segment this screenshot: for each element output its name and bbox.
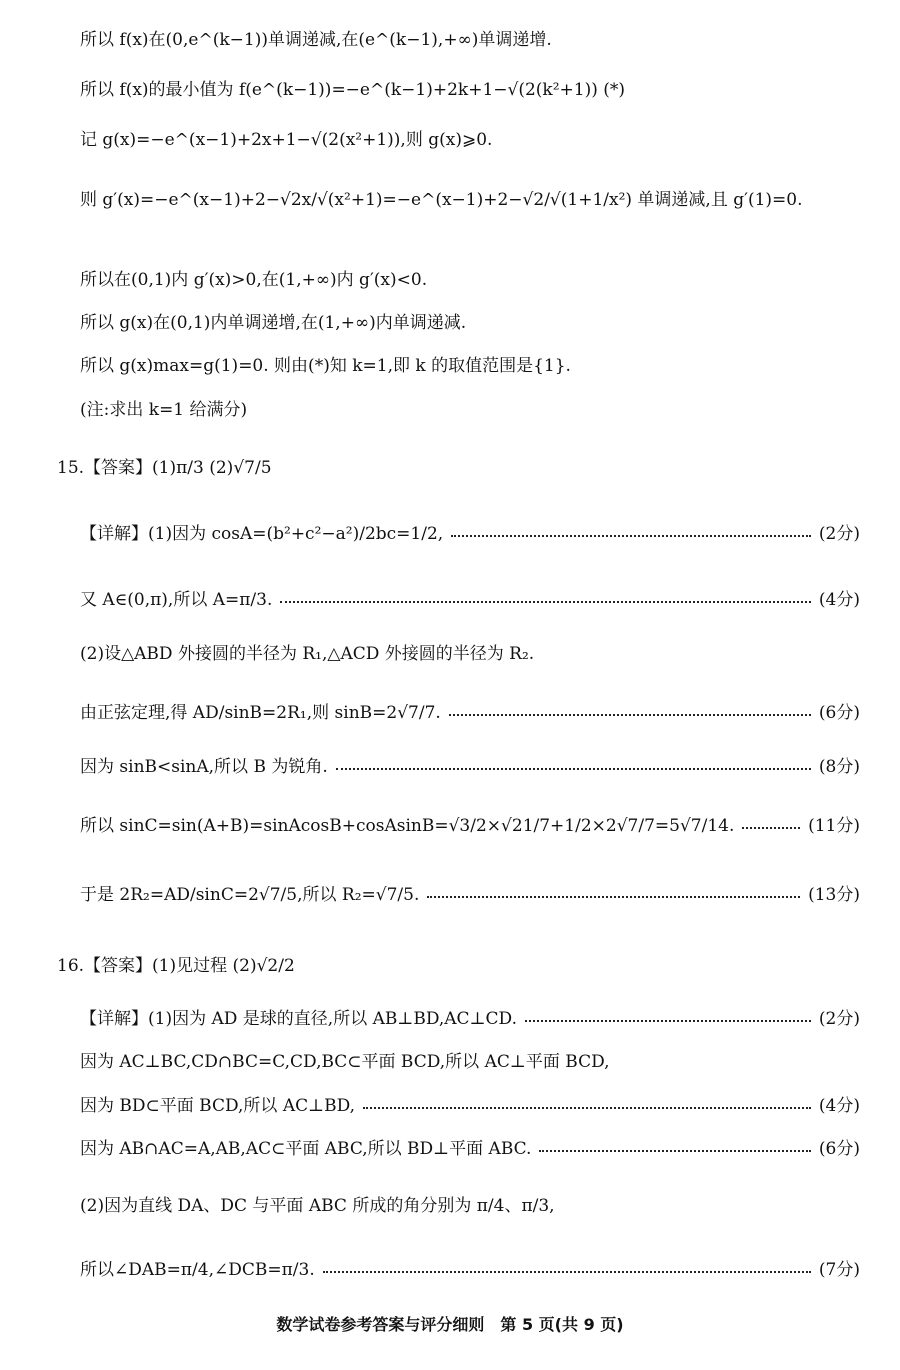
score-label: (4分) (818, 1096, 860, 1116)
dot-leader (363, 1107, 811, 1109)
scored-line: 所以∠DAB=π/4,∠DCB=π/3. (7分) (80, 1260, 860, 1280)
scored-line: 因为 BD⊂平面 BCD,所以 AC⊥BD, (4分) (80, 1096, 860, 1116)
score-label: (4分) (818, 590, 860, 610)
scored-line: 由正弦定理,得 AD/sinB=2R₁,则 sinB=2√7/7. (6分) (80, 703, 860, 723)
dot-leader (449, 714, 811, 716)
dot-leader (323, 1271, 811, 1273)
dot-leader (451, 535, 811, 537)
dot-leader (280, 601, 811, 603)
dot-leader (742, 827, 800, 829)
score-label: (8分) (818, 757, 860, 777)
text-line: 所以 f(x)的最小值为 f(e^(k−1))=−e^(k−1)+2k+1−√(2(k²+1)) (*) (80, 80, 626, 100)
scored-line: 于是 2R₂=AD/sinC=2√7/5,所以 R₂=√7/5. (13分) (80, 885, 860, 905)
score-label: (7分) (818, 1260, 860, 1280)
scored-line: 所以 sinC=sin(A+B)=sinAcosB+cosAsinB=√3/2×√21/7+1/2×2√7/7=5√7/14. (11分) (80, 816, 860, 836)
dot-leader (525, 1020, 811, 1022)
dot-leader (427, 896, 800, 898)
text-line: (2)因为直线 DA、DC 与平面 ABC 所成的角分别为 π/4、π/3, (80, 1196, 555, 1216)
text-line: 所以 g(x)max=g(1)=0. 则由(*)知 k=1,即 k 的取值范围是{1}. (80, 356, 571, 376)
question-15-answer: 15.【答案】(1)π/3 (2)√7/5 (57, 458, 272, 478)
dot-leader (336, 768, 811, 770)
text-line: 所以在(0,1)内 g′(x)>0,在(1,+∞)内 g′(x)<0. (80, 270, 428, 290)
score-label: (6分) (818, 1139, 860, 1159)
score-label: (11分) (808, 816, 860, 836)
scored-line: 【详解】(1)因为 cosA=(b²+c²−a²)/2bc=1/2, (2分) (80, 524, 860, 544)
text-line: 所以 g(x)在(0,1)内单调递增,在(1,+∞)内单调递减. (80, 313, 467, 333)
text-line: (2)设△ABD 外接圆的半径为 R₁,△ACD 外接圆的半径为 R₂. (80, 644, 535, 664)
question-16-answer: 16.【答案】(1)见过程 (2)√2/2 (57, 956, 295, 976)
scored-line: 又 A∈(0,π),所以 A=π/3. (4分) (80, 590, 860, 610)
text-line: 所以 f(x)在(0,e^(k−1))单调递减,在(e^(k−1),+∞)单调递增. (80, 30, 552, 50)
score-label: (6分) (818, 703, 860, 723)
scored-line: 【详解】(1)因为 AD 是球的直径,所以 AB⊥BD,AC⊥CD. (2分) (80, 1009, 860, 1029)
text-line: 记 g(x)=−e^(x−1)+2x+1−√(2(x²+1)),则 g(x)⩾0. (80, 130, 493, 150)
scored-line: 因为 AB∩AC=A,AB,AC⊂平面 ABC,所以 BD⊥平面 ABC. (6分) (80, 1139, 860, 1159)
score-label: (2分) (818, 524, 860, 544)
text-line: (注:求出 k=1 给满分) (80, 400, 248, 420)
page-footer: 数学试卷参考答案与评分细则 第 5 页(共 9 页) (276, 1315, 624, 1334)
text-line: 则 g′(x)=−e^(x−1)+2−√2x/√(x²+1)=−e^(x−1)+2−√2/√(1+1/x²) 单调递减,且 g′(1)=0. (80, 190, 803, 210)
dot-leader (539, 1150, 810, 1152)
score-label: (2分) (818, 1009, 860, 1029)
scored-line: 因为 sinB<sinA,所以 B 为锐角. (8分) (80, 757, 860, 777)
text-line: 因为 AC⊥BC,CD∩BC=C,CD,BC⊂平面 BCD,所以 AC⊥平面 BCD, (80, 1052, 610, 1072)
score-label: (13分) (808, 885, 860, 905)
